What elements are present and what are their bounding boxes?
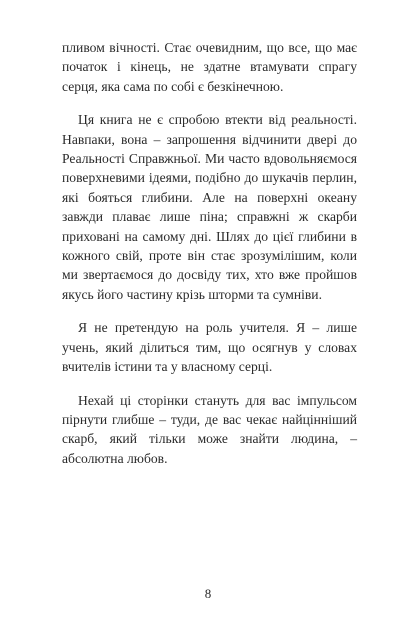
body-text (62, 38, 357, 482)
paragraph-invitation: Нехай ці сторінки стануть для вас імпульсом пірнути глибше – туди, де вас чекає найцінніший скарб, який тільки може знайти людина, – абсолютна любов. (62, 392, 357, 466)
paragraph-author-role: Я не претендую на роль учителя. Я – лише учень, який ділиться тим, що осягнув у словах вчителів істини та у власному серці. (62, 320, 357, 375)
paragraph-book-purpose: Ця книга не є спробою втекти від реальності. Навпаки, вона – запрошення відчинити двері до Реальності Справжньої. Ми часто вдовольняємося поверхневими ідеями, подібно до шукачів перлин, які бояться глибини. Але на поверхні океану завжди плаває лише піна; справжні ж скарби приховані на самому дні. Шлях до цієї глибини в кожного свій, проте він стає зрозумілішим, коли ми звертаємося до досвіду тих, хто вже пройшов якусь його частину крізь шторми та сумніви. (62, 112, 357, 302)
page-number: 8 (204, 586, 212, 601)
paragraph-continuation: пливом вічності. Стає очевидним, що все, що має початок і кінець, не здатне втамувати спрагу серця, яка сама по собі є безкінечною. (62, 40, 357, 94)
